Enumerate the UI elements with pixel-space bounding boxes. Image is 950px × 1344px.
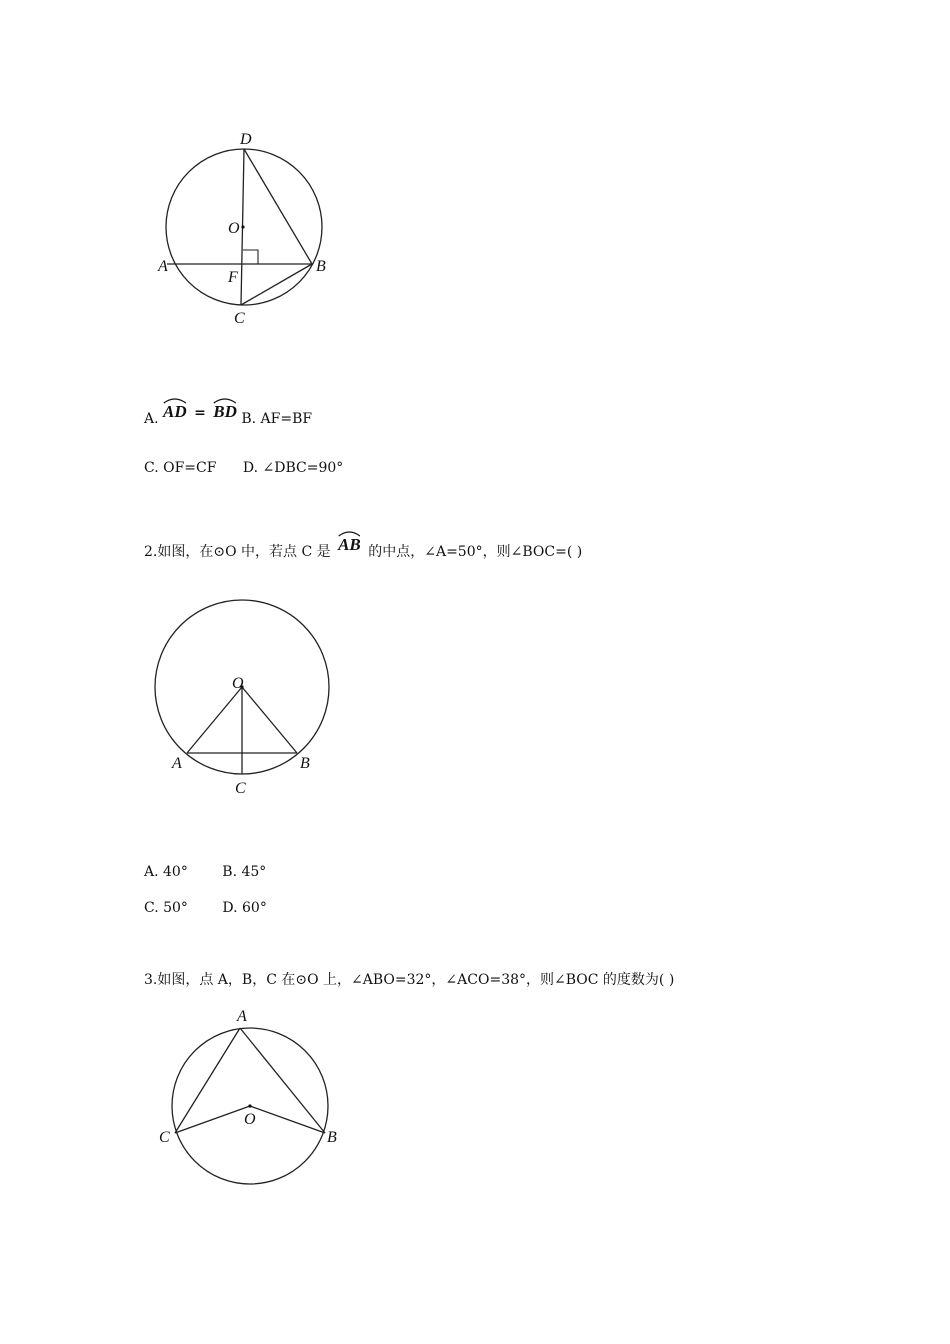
q3-label-b: B xyxy=(327,1129,337,1146)
q2-option-c[interactable]: C. 50° xyxy=(144,900,188,916)
q2-label-o: O xyxy=(232,675,244,692)
q2-stem-before: 2.如图，在⊙O 中，若点 C 是 xyxy=(144,544,331,560)
q1-right-angle-mark xyxy=(243,250,258,264)
q1-option-a[interactable] xyxy=(144,402,237,429)
q2-options-row-1 xyxy=(144,862,266,882)
q2-option-b[interactable]: B. 45° xyxy=(222,864,267,880)
q3-label-c: C xyxy=(159,1129,170,1146)
q2-stem xyxy=(144,535,583,562)
q1-option-a-eq: = xyxy=(194,405,206,421)
q2-label-a: A xyxy=(172,755,182,772)
q1-center-dot xyxy=(241,225,244,228)
q3-segment-ac xyxy=(175,1028,240,1133)
q3-label-o: O xyxy=(244,1111,256,1128)
q1-label-d: D xyxy=(240,131,252,148)
q1-option-d[interactable]: D. ∠DBC=90° xyxy=(242,460,344,476)
q1-options-row-2 xyxy=(144,458,343,478)
q1-label-b: B xyxy=(316,258,326,275)
q2-label-b: B xyxy=(300,755,310,772)
q2-segment-ob xyxy=(242,687,297,753)
q3-center-dot xyxy=(248,1104,251,1107)
q1-options-row-1 xyxy=(144,402,313,429)
q3-figure xyxy=(150,1000,355,1195)
q1-label-o: O xyxy=(228,220,240,237)
q2-option-a[interactable]: A. 40° xyxy=(144,864,188,880)
q1-option-a-prefix: A. xyxy=(144,411,159,427)
q2-figure xyxy=(145,592,345,802)
q3-segment-co xyxy=(175,1106,250,1133)
q2-stem-after: 的中点，∠A=50°，则∠BOC=( ) xyxy=(368,544,583,560)
q1-option-c[interactable]: C. OF=CF xyxy=(144,460,217,476)
q3-stem: 3.如图，点 A，B，C 在⊙O 上，∠ABO=32°，∠ACO=38°，则∠BOC 的度数为( ) xyxy=(144,972,675,988)
q1-arc-ad: AD xyxy=(163,402,187,422)
q1-arc-bd: BD xyxy=(213,402,237,422)
q2-arc-ab: AB xyxy=(338,535,361,555)
q2-label-c: C xyxy=(235,780,246,797)
q1-segment-db xyxy=(244,149,312,264)
q1-label-c: C xyxy=(234,310,245,327)
q2-segment-oa xyxy=(187,687,242,753)
q2-options-row-2 xyxy=(144,898,267,918)
q1-option-b[interactable]: B. AF=BF xyxy=(241,411,313,427)
q1-label-f: F xyxy=(228,269,238,286)
q3-label-a: A xyxy=(237,1008,247,1025)
q2-option-d[interactable]: D. 60° xyxy=(222,900,267,916)
q1-segment-bc xyxy=(241,264,312,305)
q1-label-a: A xyxy=(158,258,168,275)
q1-figure xyxy=(150,125,350,335)
